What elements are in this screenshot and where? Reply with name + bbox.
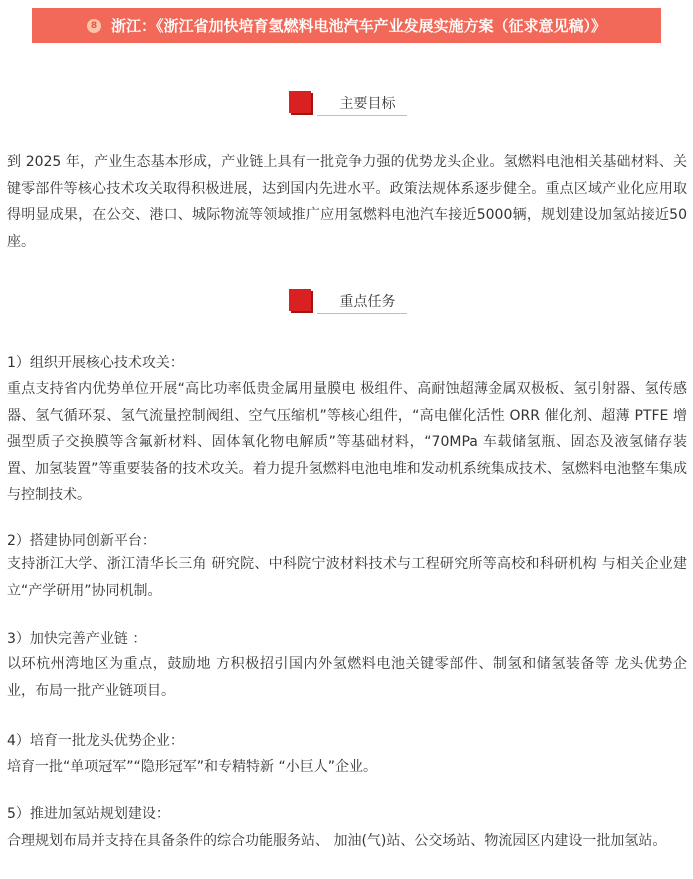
red-square-icon (289, 289, 311, 311)
task-title-5: 5）推进加氢站规划建设： (7, 806, 170, 822)
task-text-3: 以环杭州湾地区为重点，鼓励地 方积极招引国内外氢燃料电池关键零部件、制氢和储氢装备等 龙头优势企业，布局一批产业链项目。 (7, 656, 687, 699)
red-square-icon (289, 91, 311, 113)
task-title-1: 1）组织开展核心技术攻关： (7, 355, 184, 371)
section-heading-label: 主要目标 (339, 96, 396, 112)
section-heading-label: 重点任务 (339, 294, 396, 310)
number-badge: 8 (87, 19, 101, 33)
goals-paragraph: 到 2025 年，产业生态基本形成，产业链上具有一批竞争力强的优势龙头企业。氢燃料电池相关基础材料、关键零部件等核心技术攻关取得积极进展，达到国内先进水平。政策法规体系逐步健全。重点区域产业化应用取得明显成果，在公交、港口、城际物流等领域推广应用氢燃料电池汽车接近5000辆，规划建设加氢站接近50座。 (7, 154, 687, 250)
task-title-3: 3）加快完善产业链 ： (7, 631, 147, 647)
task-text-5: 合理规划布局并支持在具备条件的综合功能服务站、 加油(气)站、公交场站、物流园区内建设一批加氢站。 (7, 833, 667, 849)
title-banner (32, 8, 661, 43)
task-text-4: 培育一批“单项冠军”“隐形冠军”和专精特新 “小巨人”企业。 (7, 759, 377, 775)
task-text-1: 重点支持省内优势单位开展“高比功率低贵金属用量膜电 极组件、高耐蚀超薄金属双极板、氢引射器、氢传感器、氢气循环泵、氢气流量控制阀组、空气压缩机”等核心组件，“高电催化活性 ORR 催化剂、超薄 PTFE 增强型质子交换膜等含氟新材料、固体氧化物电解质”等基础材料，“70MPa 车载储氢瓶、固态及液氢储存装置、加氢装置”等重要装备的技术攻关。着力提升氢燃料电池电堆和发动机系统集成技术、氢燃料电池整车集成与控制技术。 (7, 381, 687, 503)
section-heading-goals (0, 90, 693, 116)
heading-underline (317, 313, 407, 314)
heading-underline (317, 115, 407, 116)
section-heading-tasks (0, 288, 693, 314)
task-title-4: 4）培育一批龙头优势企业： (7, 733, 184, 749)
task-text-2: 支持浙江大学、浙江清华长三角 研究院、中科院宁波材料技术与工程研究所等高校和科研机构 与相关企业建立“产学研用”协同机制。 (7, 556, 687, 599)
banner-title: 浙江：《浙江省加快培育氢燃料电池汽车产业发展实施方案（征求意见稿）》 (110, 17, 606, 35)
task-title-2: 2）搭建协同创新平台： (7, 533, 156, 549)
